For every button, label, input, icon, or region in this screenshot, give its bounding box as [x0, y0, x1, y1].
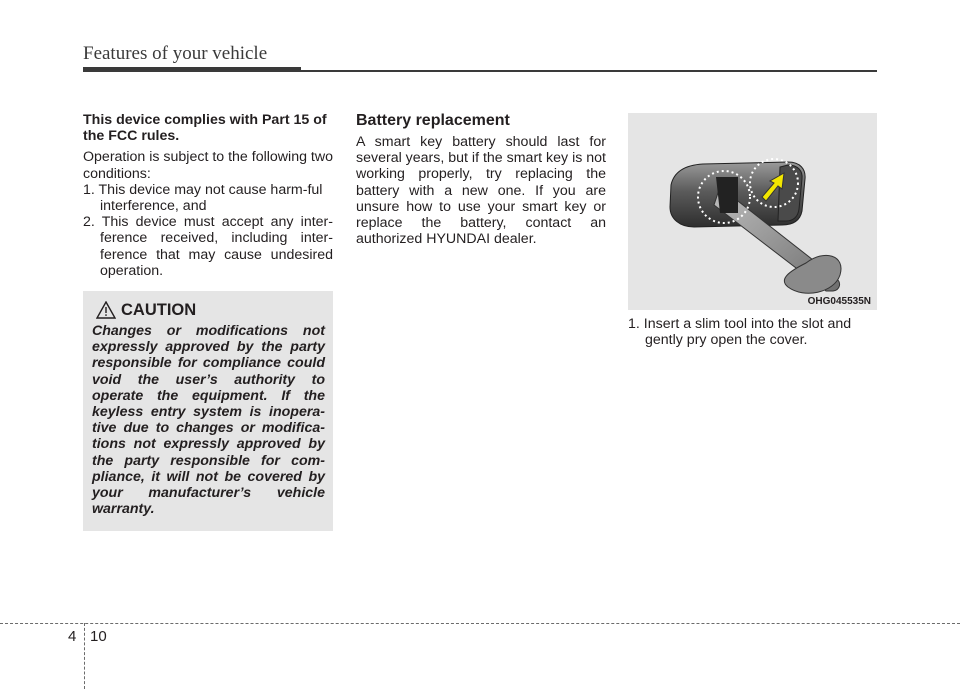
condition-item-1: 1. This device may not cause harm-ful interference, and: [83, 181, 323, 215]
header-bar: [83, 67, 301, 72]
step-list: [628, 316, 877, 348]
column-middle: [356, 112, 606, 247]
battery-replacement-heading: Battery replacement: [356, 112, 510, 129]
page-header-title: Features of your vehicle: [83, 43, 268, 64]
column-left: [83, 112, 333, 279]
header-rule: [301, 70, 877, 72]
smart-key-figure: [628, 113, 877, 310]
warning-triangle-icon: [96, 301, 116, 319]
caution-header: [96, 299, 196, 321]
step-item-1: 1. Insert a slim tool into the slot and gently pry open the cover.: [628, 316, 852, 349]
caution-label: CAUTION: [121, 300, 197, 319]
caution-box: [83, 291, 333, 531]
footer-rule: [0, 623, 960, 624]
smart-key-illustration: [628, 113, 877, 310]
fcc-compliance-statement: This device complies with Part 15 of the FCC rules.: [83, 112, 327, 145]
chapter-number: 4: [68, 628, 77, 645]
footer-divider: [84, 623, 85, 689]
page-number: 10: [90, 628, 107, 645]
battery-replacement-text: A smart key battery should last for several years, but if the smart key is not working properly, try replacing the battery with a new one. If you are unsure how to use your smart key or replace the battery, contact an authorized HYUNDAI dealer.: [356, 134, 606, 248]
fcc-intro: Operation is subject to the following two conditions:: [83, 149, 333, 182]
caution-text: Changes or modifications not expressly approved by the party responsible for compliance could void the user’s authority to operate the equipment. If the keyless entry system is inopera-tive due to changes or modifica-tions not expressly approved by the party responsible for com-pliance, it will not be covered by your manufacturer’s vehicle warranty.: [92, 323, 325, 518]
figure-code-label: OHG045535N: [807, 296, 871, 307]
condition-item-2: 2. This device must accept any inter-ference received, including inter-ference that may cause undesired operation.: [83, 214, 333, 279]
